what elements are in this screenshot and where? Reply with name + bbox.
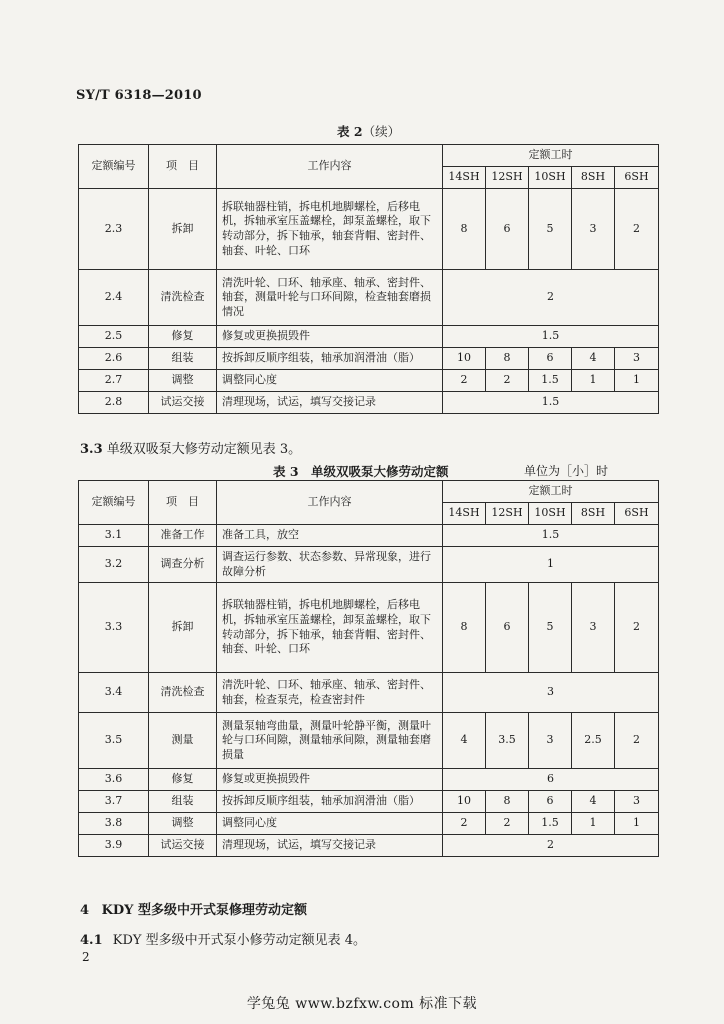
- quota-hours-cell: 2: [615, 583, 659, 673]
- quota-hours-cell: 6: [486, 583, 529, 673]
- table3-header-item: 项 目: [149, 481, 217, 525]
- quota-hours-cell: 8: [443, 583, 486, 673]
- work-content-cell: 修复或更换损毁件: [217, 769, 443, 791]
- quota-hours-cell: 6: [486, 189, 529, 270]
- table3-header-id: 定额编号: [79, 481, 149, 525]
- item-cell: 拆卸: [149, 583, 217, 673]
- quota-hours-cell: 5: [529, 583, 572, 673]
- quota-hours-cell: 3: [572, 189, 615, 270]
- item-cell: 调整: [149, 370, 217, 392]
- item-cell: 清洗检查: [149, 673, 217, 713]
- table3-header-quota: 定额工时: [443, 481, 659, 503]
- table3-header-model: 10SH: [529, 503, 572, 525]
- table3-row: [79, 583, 659, 673]
- table2-header-id: 定额编号: [79, 145, 149, 189]
- table2-row: [79, 392, 659, 414]
- item-cell: 修复: [149, 326, 217, 348]
- item-cell: 调整: [149, 813, 217, 835]
- work-content-cell: 清洗叶轮、口环、轴承座、轴承、密封件、轴套，测量叶轮与口环间隙，检查轴套磨损情况: [217, 270, 443, 326]
- item-cell: 试运交接: [149, 835, 217, 857]
- table3-row: [79, 713, 659, 769]
- work-content-cell: 准备工具，放空: [217, 525, 443, 547]
- quota-hours-cell: 1.5: [529, 813, 572, 835]
- quota-id-cell: 3.2: [79, 547, 149, 583]
- table3-unit: 单位为［小］时: [524, 464, 609, 478]
- page-number: 2: [82, 950, 90, 964]
- table2: [78, 144, 659, 414]
- table2-row: [79, 189, 659, 270]
- quota-id-cell: 2.4: [79, 270, 149, 326]
- work-content-cell: 调整同心度: [217, 813, 443, 835]
- item-cell: 调查分析: [149, 547, 217, 583]
- quota-hours-cell: 8: [486, 348, 529, 370]
- quota-hours-cell: 1.5: [443, 525, 659, 547]
- quota-hours-cell: 2: [443, 813, 486, 835]
- quota-hours-cell: 2: [615, 189, 659, 270]
- work-content-cell: 拆联轴器柱销，拆电机地脚螺栓，后移电机，拆轴承室压盖螺栓，卸泵盖螺栓，取下转动部分，拆下轴承，轴套背帽、密封件、轴套、叶轮、口环: [217, 583, 443, 673]
- quota-hours-cell: 2.5: [572, 713, 615, 769]
- quota-hours-cell: 3.5: [486, 713, 529, 769]
- work-content-cell: 拆联轴器柱销，拆电机地脚螺栓，后移电机，拆轴承室压盖螺栓，卸泵盖螺栓，取下转动部分，拆下轴承，轴套背帽、密封件、轴套、叶轮、口环: [217, 189, 443, 270]
- section-4-heading: [80, 899, 307, 918]
- item-cell: 修复: [149, 769, 217, 791]
- quota-hours-cell: 10: [443, 791, 486, 813]
- quota-hours-cell: 2: [615, 713, 659, 769]
- quota-hours-cell: 1: [615, 370, 659, 392]
- quota-hours-cell: 1.5: [443, 326, 659, 348]
- quota-hours-cell: 3: [443, 673, 659, 713]
- quota-hours-cell: 6: [529, 348, 572, 370]
- quota-hours-cell: 2: [443, 370, 486, 392]
- table2-header-model: 14SH: [443, 167, 486, 189]
- quota-hours-cell: 2: [486, 370, 529, 392]
- quota-hours-cell: 1: [572, 370, 615, 392]
- quota-hours-cell: 1: [615, 813, 659, 835]
- quota-hours-cell: 6: [443, 769, 659, 791]
- item-cell: 组装: [149, 791, 217, 813]
- work-content-cell: 测量泵轴弯曲量，测量叶轮静平衡，测量叶轮与口环间隙，测量轴承间隙，测量轴套磨损量: [217, 713, 443, 769]
- table2-row: [79, 370, 659, 392]
- table3-row: [79, 835, 659, 857]
- quota-hours-cell: 10: [443, 348, 486, 370]
- table2-header-quota: 定额工时: [443, 145, 659, 167]
- quota-hours-cell: 2: [443, 835, 659, 857]
- table2-row: [79, 270, 659, 326]
- table2-header-model: 10SH: [529, 167, 572, 189]
- quota-hours-cell: 6: [529, 791, 572, 813]
- work-content-cell: 清理现场，试运，填写交接记录: [217, 835, 443, 857]
- section-4-1: [80, 929, 366, 948]
- table3-header-content: 工作内容: [217, 481, 443, 525]
- table2-caption: [337, 122, 400, 140]
- quota-id-cell: 3.8: [79, 813, 149, 835]
- item-cell: 组装: [149, 348, 217, 370]
- quota-hours-cell: 1: [443, 547, 659, 583]
- quota-hours-cell: 3: [615, 348, 659, 370]
- quota-hours-cell: 8: [486, 791, 529, 813]
- quota-id-cell: 2.5: [79, 326, 149, 348]
- section-4-1-text: KDY 型多级中开式泵小修劳动定额见表 4。: [112, 933, 367, 948]
- section-4-1-number: 4.1: [80, 933, 103, 948]
- work-content-cell: 调查运行参数、状态参数、异常现象，进行故障分析: [217, 547, 443, 583]
- quota-id-cell: 2.6: [79, 348, 149, 370]
- quota-hours-cell: 3: [529, 713, 572, 769]
- table2-row: [79, 326, 659, 348]
- quota-hours-cell: 2: [486, 813, 529, 835]
- table3-row: [79, 769, 659, 791]
- quota-hours-cell: 1: [572, 813, 615, 835]
- table3-row: [79, 791, 659, 813]
- table3-row: [79, 813, 659, 835]
- footer-watermark: 学兔兔 www.bzfxw.com 标准下载: [246, 996, 478, 1012]
- quota-hours-cell: 4: [572, 791, 615, 813]
- quota-id-cell: 3.9: [79, 835, 149, 857]
- item-cell: 准备工作: [149, 525, 217, 547]
- table2-header-item: 项 目: [149, 145, 217, 189]
- table2-header-model: 12SH: [486, 167, 529, 189]
- quota-id-cell: 3.7: [79, 791, 149, 813]
- table3-header-model: 14SH: [443, 503, 486, 525]
- item-cell: 拆卸: [149, 189, 217, 270]
- table2-caption-suffix: （续）: [362, 124, 401, 139]
- quota-id-cell: 3.3: [79, 583, 149, 673]
- work-content-cell: 清理现场，试运，填写交接记录: [217, 392, 443, 414]
- section-4-number: 4: [80, 903, 90, 918]
- section-3-3-number: 3.3: [80, 442, 103, 457]
- table3-row: [79, 525, 659, 547]
- quota-hours-cell: 8: [443, 189, 486, 270]
- table3-row: [79, 673, 659, 713]
- section-4-title: KDY 型多级中开式泵修理劳动定额: [101, 903, 307, 918]
- quota-id-cell: 3.6: [79, 769, 149, 791]
- work-content-cell: 调整同心度: [217, 370, 443, 392]
- quota-hours-cell: 1.5: [529, 370, 572, 392]
- quota-hours-cell: 3: [572, 583, 615, 673]
- table2-header-model: 8SH: [572, 167, 615, 189]
- table2-caption-title: 表 2: [337, 124, 363, 139]
- table3-header-model: 12SH: [486, 503, 529, 525]
- item-cell: 清洗检查: [149, 270, 217, 326]
- work-content-cell: 修复或更换损毁件: [217, 326, 443, 348]
- table2-header-content: 工作内容: [217, 145, 443, 189]
- work-content-cell: 清洗叶轮、口环、轴承座、轴承、密封件、轴套，检查泵壳，检查密封件: [217, 673, 443, 713]
- quota-id-cell: 3.4: [79, 673, 149, 713]
- quota-hours-cell: 5: [529, 189, 572, 270]
- quota-hours-cell: 4: [572, 348, 615, 370]
- quota-id-cell: 2.3: [79, 189, 149, 270]
- quota-hours-cell: 1.5: [443, 392, 659, 414]
- table3-header-model: 6SH: [615, 503, 659, 525]
- item-cell: 试运交接: [149, 392, 217, 414]
- standard-code: SY/T 6318—2010: [76, 88, 202, 103]
- quota-hours-cell: 2: [443, 270, 659, 326]
- section-3-3: [80, 438, 301, 457]
- item-cell: 测量: [149, 713, 217, 769]
- quota-id-cell: 2.8: [79, 392, 149, 414]
- work-content-cell: 按拆卸反顺序组装，轴承加润滑油（脂）: [217, 348, 443, 370]
- table2-row: [79, 348, 659, 370]
- table3-header-model: 8SH: [572, 503, 615, 525]
- table3-caption: 表 3 单级双吸泵大修劳动定额: [273, 464, 449, 479]
- quota-id-cell: 2.7: [79, 370, 149, 392]
- table3-row: [79, 547, 659, 583]
- quota-id-cell: 3.1: [79, 525, 149, 547]
- quota-hours-cell: 3: [615, 791, 659, 813]
- work-content-cell: 按拆卸反顺序组装，轴承加润滑油（脂）: [217, 791, 443, 813]
- quota-hours-cell: 4: [443, 713, 486, 769]
- table3: [78, 480, 659, 857]
- section-3-3-text: 单级双吸泵大修劳动定额见表 3。: [106, 442, 302, 457]
- table2-header-model: 6SH: [615, 167, 659, 189]
- quota-id-cell: 3.5: [79, 713, 149, 769]
